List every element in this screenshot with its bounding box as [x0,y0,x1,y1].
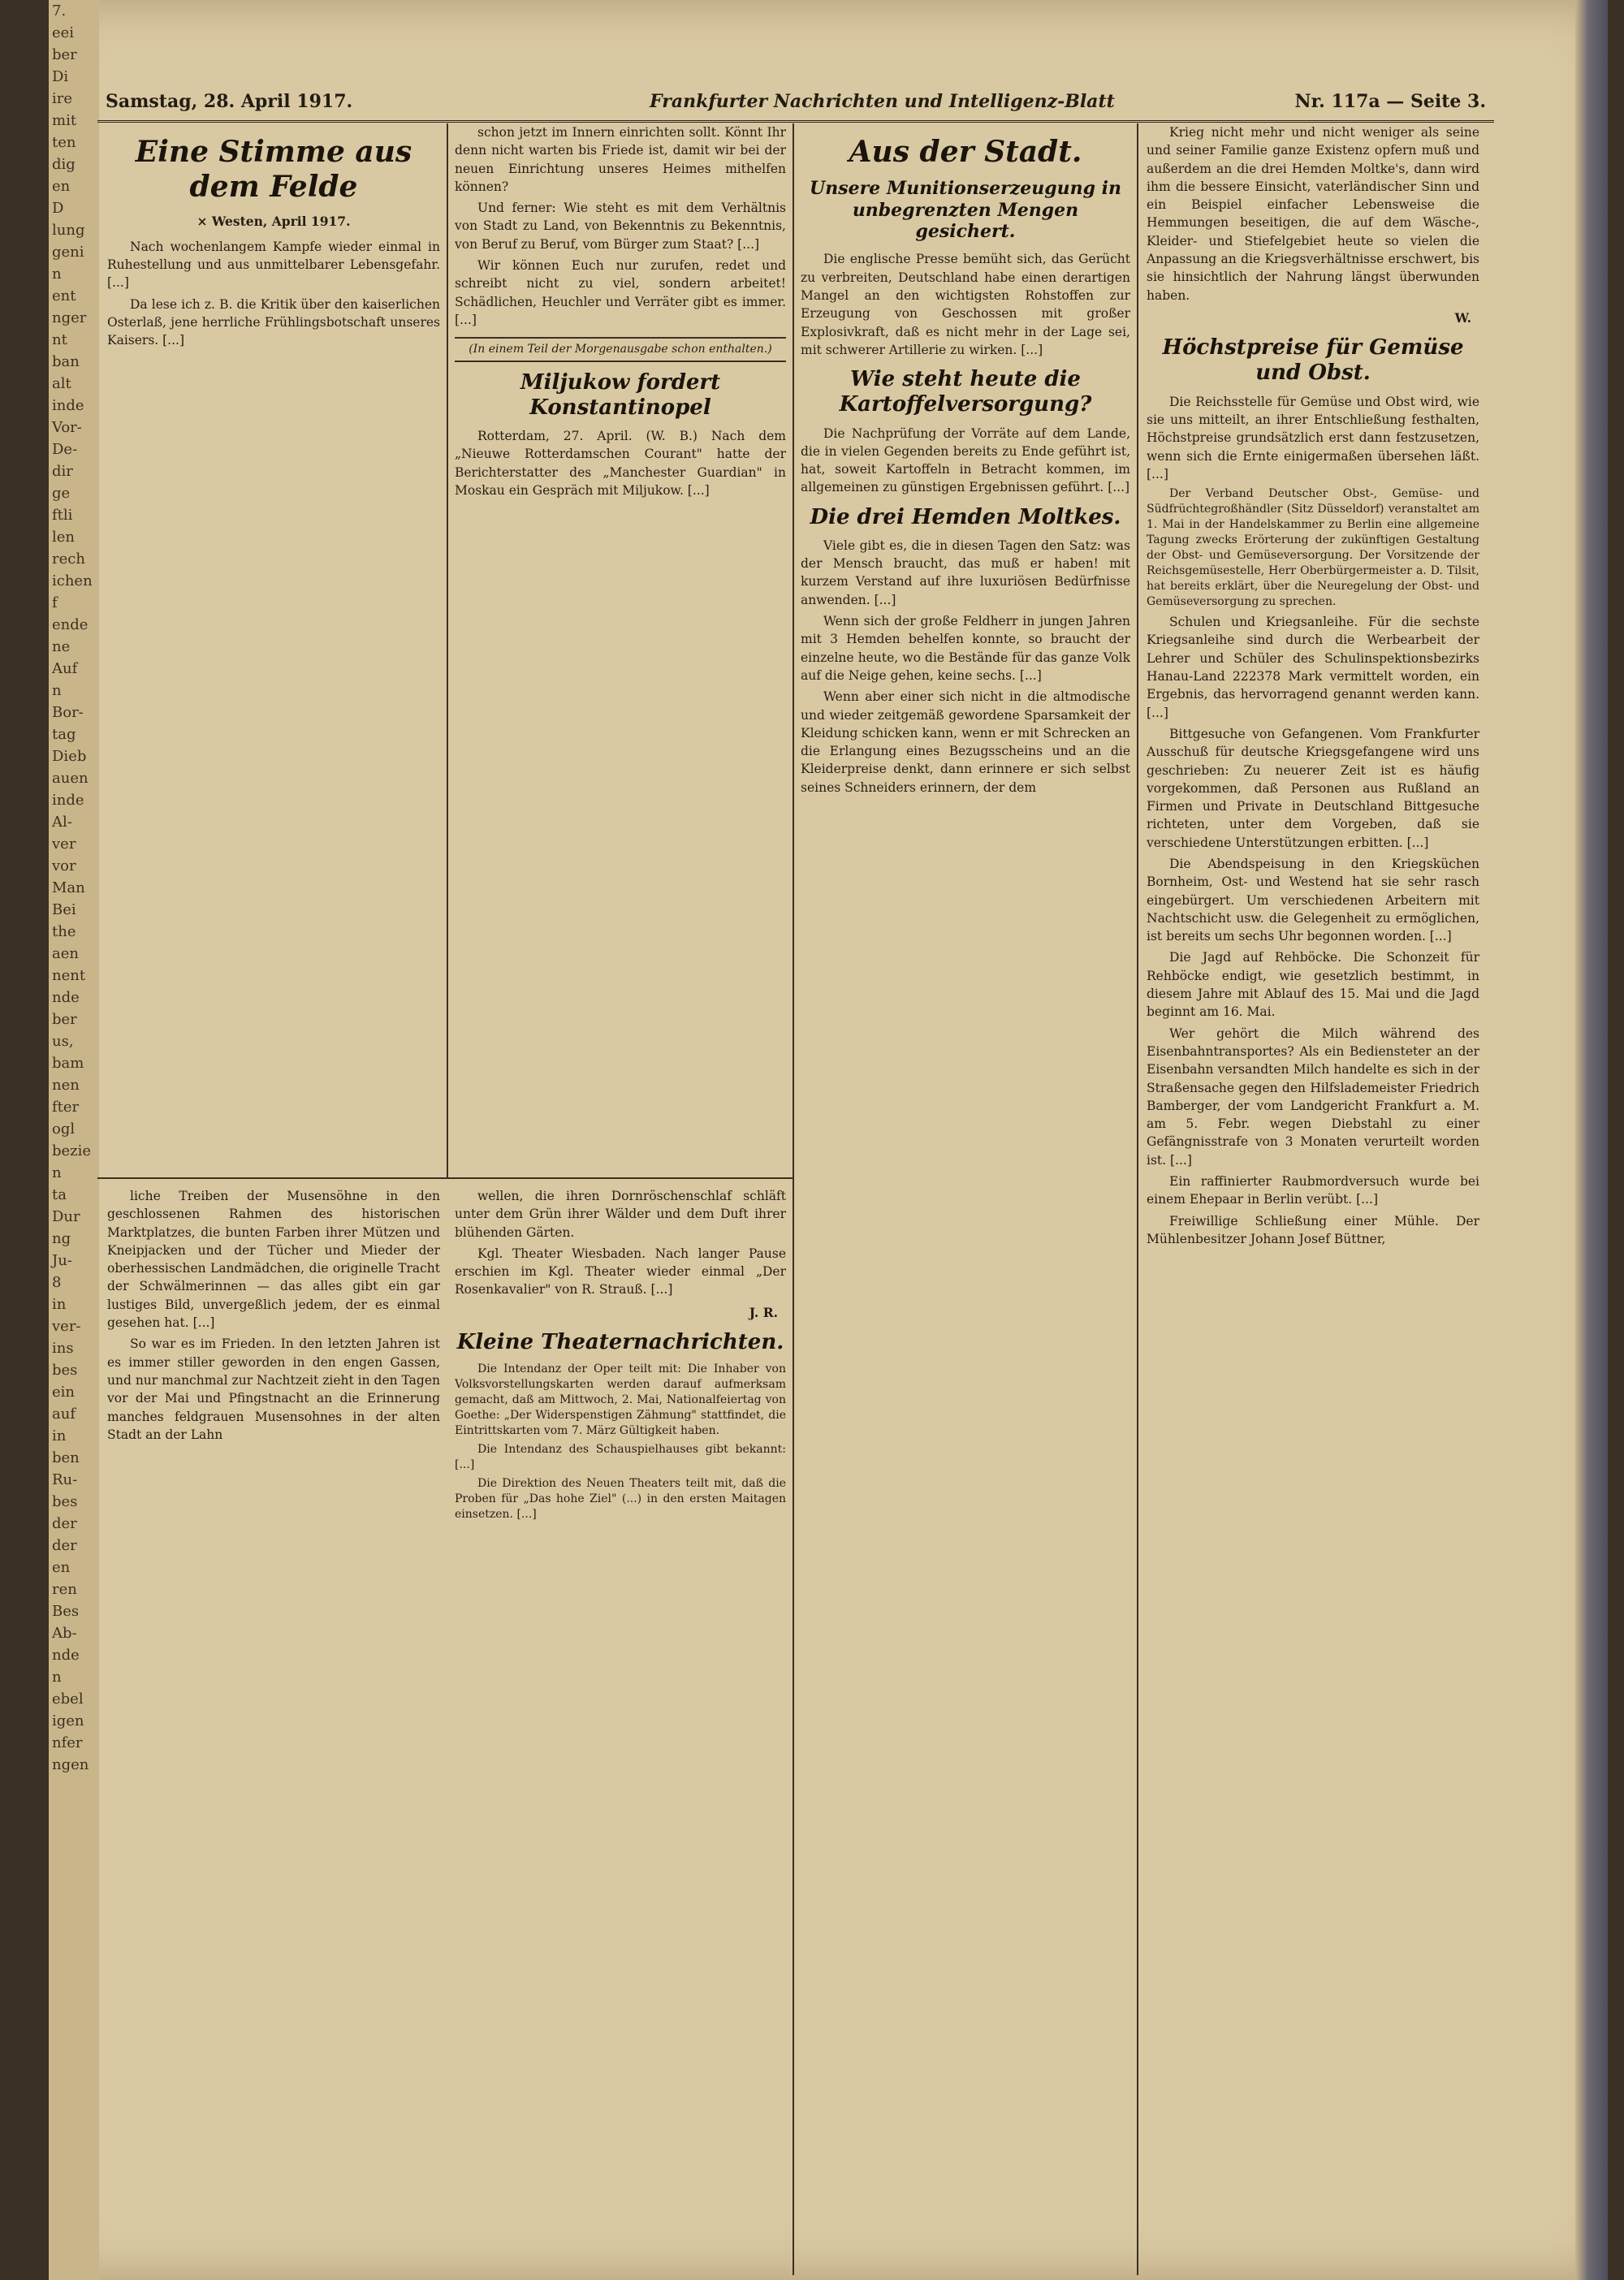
adjacent-page-fragment: ein [52,1384,76,1401]
edition-note: (In einem Teil der Morgenausgabe schon enthalten.) [455,337,786,361]
headline-hoechstpreise: Höchstpreise für Gemüse und Obst. [1162,335,1464,386]
adjacent-page-fragment: ire [52,90,73,107]
adjacent-page-fragment: Bor- [52,704,84,721]
paragraph: Rotterdam, 27. April. (W. B.) Nach dem „Nieuwe Rotterdamschen Courant" hatte der Berichterstatter des „Manchester Guardian" in Moskau ein Gespräch mit Miljukow. [...] [455,428,786,498]
adjacent-page-fragment: ent [52,287,76,304]
adjacent-page-fragment: n [52,1164,62,1181]
small-notice: Der Verband Deutscher Obst-, Gemüse- und Südfrüchtegroßhändler (Sitz Düsseldorf) veranstaltet am 1. Mai in der Handelskammer zu Berlin eine allgemeine Tagung zwecks Erörterung der zukünftigen Gestaltung der Obst- und Gemüseversorgung. Der Vorsitzende der Reichsgemüsestelle, Herr Oberbürgermeister a. D. Tilsit, hat bereits erklärt, über die Neuregelung der Obst- und Gemüseversorgung zu sprechen. [1147,487,1479,609]
adjacent-page-fragment: nde [52,1647,80,1664]
adjacent-page-fragment: Al- [52,814,72,831]
paragraph: Ein raffinierter Raubmordversuch wurde bei einem Ehepaar in Berlin verübt. [...] [1147,1174,1479,1207]
adjacent-page-fragment: ende [52,616,89,633]
adjacent-page-fragment: n [52,682,62,699]
paragraph: Und ferner: Wie steht es mit dem Verhältnis von Stadt zu Land, von Bekenntnis zu Bekenntnis, von Beruf zu Beruf, vom Bürger zum Staat? [...] [455,201,786,252]
paragraph: wellen, die ihren Dornröschenschlaf schläft unter dem Grün ihrer Wälder und dem Duft ihrer blühenden Gärten. [455,1189,786,1240]
adjacent-page-fragment: vor [52,857,76,874]
paragraph: Die Jagd auf Rehböcke. Die Schonzeit für Rehböcke endigt, wie gesetzlich bestimmt, in diesem Jahre mit Ablauf des 15. Mai und die Jagd beginnt am 16. Mai. [1147,950,1479,1020]
adjacent-page-fragment: f [52,594,58,611]
adjacent-page-fragment: n [52,266,62,283]
paragraph: So war es im Frieden. In den letzten Jahren ist es immer stiller geworden in den engen Gassen, und nur manchmal zur Nachtzeit zieht in den Tagen vor der Mai und Pfingstnacht an die Erinnerung manches feldgrauen Musensohnes in der alten Stadt an der Lahn [107,1336,440,1442]
headline-moltke: Die drei Hemden Moltkes. [810,504,1121,529]
adjacent-page-fragment: ne [52,638,71,655]
paragraph: liche Treiben der Musensöhne in den geschlossenen Rahmen des historischen Marktplatzes, die bunten Farben ihrer Mützen und Kneipjacken und der Tücher und Mieder der oberhessischen Landmädchen, die originelle Tracht der Schwälmerinnen — das alles gibt ein gar lustiges Bild, unvergeßlich jedem, der es einmal gesehen hat. [...] [107,1189,440,1331]
adjacent-page-fragment: Dur [52,1208,80,1225]
adjacent-page-fragment: ber [52,46,77,63]
adjacent-page-fragment: 7. [52,2,67,19]
column-4 [1147,123,1479,2267]
paragraph: Viele gibt es, die in diesen Tagen den Satz: was der Mensch braucht, das muß er haben! mit kurzem Verstand auf ihre luxuriösen Bedürfnisse anwenden. [...] [801,538,1130,607]
newspaper-page [49,0,1608,2280]
paragraph: Nach wochenlangem Kampfe wieder einmal in Ruhestellung und aus unmittelbarer Lebensgefahr. [...] [107,239,440,291]
headline-theaternachrichten: Kleine Theaternachrichten. [456,1330,784,1355]
headline-aus-der-stadt: Aus der Stadt. [849,135,1082,169]
feuilleton-middle [455,1187,786,2267]
adjacent-page-fragment: in [52,1427,67,1444]
adjacent-page-fragment: rech [52,551,85,568]
adjacent-page-fragment: ten [52,134,76,151]
adjacent-page-fragment: len [52,529,76,546]
adjacent-page-strip [49,0,99,2280]
adjacent-page-fragment: bezie [52,1142,92,1159]
adjacent-page-fragment: the [52,923,76,940]
paragraph: Schulen und Kriegsanleihe. Für die sechste Kriegsanleihe sind durch die Werbearbeit der Lehrer und Schüler des Schulinspektionsbezirks Hanau-Land 222378 Mark vermittelt worden, ein Ergebnis, das hervorragend genannt werden kann. [...] [1147,615,1479,720]
adjacent-page-fragment: inde [52,397,84,414]
signature: W. [1454,309,1471,326]
adjacent-page-fragment: igen [52,1712,84,1729]
headline-miljukow: Miljukow fordert Konstantinopel [520,369,721,420]
column-3 [801,123,1130,2267]
adjacent-page-fragment: Ab- [52,1625,77,1642]
adjacent-page-fragment: ver [52,836,76,853]
adjacent-page-fragment: ta [52,1186,67,1203]
paragraph: Bittgesuche von Gefangenen. Vom Frankfurter Ausschuß für deutsche Kriegsgefangene wird uns geschrieben: Zu neuerer Zeit ist es häufig vorgekommen, daß Personen aus Rußland an Firmen und Private in Deutschland Bittgesuche richteten, unter dem Vorgeben, daß sie verschiedene Unterstützungen erbitten. [...] [1147,726,1479,850]
newspaper-title: Frankfurter Nachrichten und Intelligenz-Blatt [650,91,1115,112]
binding-edge [1575,0,1608,2280]
paragraph: Die Nachprüfung der Vorräte auf dem Lande, die in vielen Gegenden bereits zu Ende geführt ist, hat, soweit Kartoffeln in Betracht kommen, im allgemeinen zu günstigen Ergebnissen geführt. [...] [801,425,1130,495]
adjacent-page-fragment: dir [52,463,73,480]
adjacent-page-fragment: Bes [52,1603,80,1620]
paragraph: Wenn sich der große Feldherr in jungen Jahren mit 3 Hemden behelfen konnte, so braucht der einzelne heute, wo die Bestände für das ganze Volk auf die Neige gehen, keine sechs. [...] [801,614,1130,683]
feuilleton-left [107,1187,440,2267]
adjacent-page-fragment: D [52,200,64,217]
adjacent-page-fragment: bes [52,1493,78,1510]
issue-date: Samstag, 28. April 1917. [106,91,353,112]
adjacent-page-fragment: der [52,1537,77,1554]
adjacent-page-fragment: Auf [52,660,78,677]
adjacent-page-fragment: ban [52,353,80,370]
adjacent-page-fragment: Bei [52,901,76,918]
paragraph: schon jetzt im Innern einrichten sollt. Könnt Ihr denn nicht warten bis Friede ist, damit wir bei der neuen Einrichtung unseres Heimes mithelfen können? [455,125,786,194]
adjacent-page-fragment: alt [52,375,71,392]
adjacent-page-fragment: inde [52,792,84,809]
adjacent-page-fragment: aen [52,945,79,962]
small-notice: Die Intendanz der Oper teilt mit: Die Inhaber von Volksvorstellungskarten werden darauf aufmerksam gemacht, daß am Mittwoch, 2. Mai, Nationalfeiertag von Goethe: „Der Widerspenstigen Zähmung" stattfindet, die Eintrittskarten vom 7. März Gültigkeit haben. [455,1362,786,1438]
adjacent-page-fragment: en [52,178,71,195]
adjacent-page-fragment: in [52,1296,67,1313]
adjacent-page-fragment: lung [52,222,85,239]
adjacent-page-fragment: bam [52,1055,84,1072]
adjacent-page-fragment: ben [52,1449,80,1466]
column-1 [107,123,440,1171]
adjacent-page-fragment: bes [52,1362,78,1379]
adjacent-page-fragment: Dieb [52,748,87,765]
adjacent-page-fragment: 8 [52,1274,62,1291]
adjacent-page-fragment: nent [52,967,86,984]
adjacent-page-fragment: auf [52,1406,76,1423]
adjacent-page-fragment: De- [52,441,78,458]
adjacent-page-fragment: nen [52,1077,80,1094]
adjacent-page-fragment: nt [52,331,67,348]
adjacent-page-fragment: ber [52,1011,77,1028]
headline-kartoffel: Wie steht heute die Kartoffelversorgung? [839,367,1092,417]
adjacent-page-fragment: Ru- [52,1471,78,1488]
small-notice: Die Direktion des Neuen Theaters teilt mit, daß die Proben für „Das hohe Ziel" (...) in den ersten Maitagen einsetzen. [...] [455,1477,786,1522]
adjacent-page-fragment: ogl [52,1121,76,1138]
paragraph: Da lese ich z. B. die Kritik über den kaiserlichen Osterlaß, jene herrliche Frühlingsbotschaft unseres Kaisers. [...] [107,296,440,348]
adjacent-page-fragment: us, [52,1033,74,1050]
adjacent-page-fragment: nfer [52,1734,83,1751]
adjacent-page-fragment: ren [52,1581,77,1598]
adjacent-page-fragment: auen [52,770,89,787]
adjacent-page-fragment: nger [52,309,87,326]
adjacent-page-fragment: Ju- [52,1252,72,1269]
column-2 [455,123,786,1171]
adjacent-page-fragment: Man [52,879,85,896]
adjacent-page-fragment: n [52,1669,62,1686]
issue-number: Nr. 117a — Seite 3. [1294,91,1486,112]
adjacent-page-fragment: ver- [52,1318,81,1335]
subheadline-munition: Unsere Munitionserzeugung in unbegrenzten Mengen gesichert. [810,178,1121,242]
adjacent-page-fragment: tag [52,726,76,743]
masthead [97,88,1494,123]
paragraph: Wer gehört die Milch während des Eisenbahntransportes? Als ein Bediensteter an der Eisenbahn versandten Milch handelte es sich in der Straßensache gegen den Hilfslademeister Friedrich Bamberger, der vom Landgericht Frankfurt a. M. am 5. Febr. wegen Diebstahl zu einer Gefängnisstrafe von 3 Monaten verurteilt worden ist. [...] [1147,1026,1479,1168]
paragraph: Die englische Presse bemüht sich, das Gerücht zu verbreiten, Deutschland habe einen derartigen Mangel an den wichtigsten Rohstoffen zur Erzeugung von Geschossen mit großer Explosivkraft, daß es nicht mehr in der Lage sei, mit schwerer Artillerie zu wirken. [...] [801,252,1130,357]
adjacent-page-fragment: Vor- [52,419,82,436]
dateline: × Westen, April 1917. [197,214,351,230]
paragraph: Freiwillige Schließung einer Mühle. Der Mühlenbesitzer Johann Josef Büttner, [1147,1213,1479,1246]
adjacent-page-fragment: geni [52,244,84,261]
column-rule [793,123,794,2275]
adjacent-page-fragment: Di [52,68,69,85]
adjacent-page-fragment: dig [52,156,76,173]
signature: J. R. [749,1304,778,1320]
adjacent-page-fragment: ngen [52,1756,89,1773]
column-rule [447,123,448,1179]
adjacent-page-fragment: ebel [52,1691,84,1708]
adjacent-page-fragment: en [52,1559,71,1576]
paragraph: Wir können Euch nur zurufen, redet und schreibt nicht zu viel, sondern arbeitet! Schädlichen, Heuchler und Verräter gibt es immer. [...] [455,258,786,327]
adjacent-page-fragment: ng [52,1230,71,1247]
adjacent-page-fragment: ins [52,1340,74,1357]
adjacent-page-fragment: fter [52,1099,80,1116]
adjacent-page-fragment: eei [52,24,75,41]
adjacent-page-fragment: der [52,1515,77,1532]
adjacent-page-fragment: ichen [52,572,93,589]
paragraph: Kgl. Theater Wiesbaden. Nach langer Pause erschien im Kgl. Theater wieder einmal „Der Rosenkavalier" von R. Strauß. [...] [455,1246,786,1298]
adjacent-page-fragment: ge [52,485,71,502]
section-rule [97,1177,793,1179]
adjacent-page-fragment: nde [52,989,80,1006]
paragraph: Wenn aber einer sich nicht in die altmodische und wieder zeitgemäß gewordene Sparsamkeit der Kleidung schicken kann, wenn er mit Schrecken an die Erlangung eines Bezugsscheins und an die Kleiderpreise denkt, dann erinnere er sich selbst seines Schneiders erinnern, der dem [801,689,1130,795]
small-notice: Die Intendanz des Schauspielhauses gibt bekannt: [...] [455,1443,786,1472]
adjacent-page-fragment: ftli [52,507,73,524]
paragraph: Die Reichsstelle für Gemüse und Obst wird, wie sie uns mitteilt, an ihrer Entschließung festhalten, Höchstpreise grundsätzlich erst dann festzusetzen, wenn sich die Ernte einigermaßen übersehen läßt. [...] [1147,394,1479,481]
column-rule [1137,123,1138,2275]
paragraph: Krieg nicht mehr und nicht weniger als seine und seiner Familie ganze Existenz opfern muß und außerdem an die drei Hemden Moltke's, dann wird ihm die bessere Einsicht, vaterländischer Sinn und ein Beispiel einfacher Lebensweise die Hemmungen beseitigen, die auf dem Wäsche-, Kleider- und Stiefelgebiet heute so vielen die Anpassung an die Kriegsverhältnisse erschwert, bis sie hinsichtlich der Nahrung längst überwunden haben. [1147,125,1479,303]
paragraph: Die Abendspeisung in den Kriegsküchen Bornheim, Ost- und Westend hat sie sehr rasch eingebürgert. Um verschiedenen Arbeitern mit Nachtschicht usw. die Gelegenheit zu ermöglichen, ist bereits um sechs Uhr begonnen worden. [...] [1147,856,1479,944]
headline-stimme: Eine Stimme aus dem Felde [135,135,412,205]
adjacent-page-fragment: mit [52,112,77,129]
